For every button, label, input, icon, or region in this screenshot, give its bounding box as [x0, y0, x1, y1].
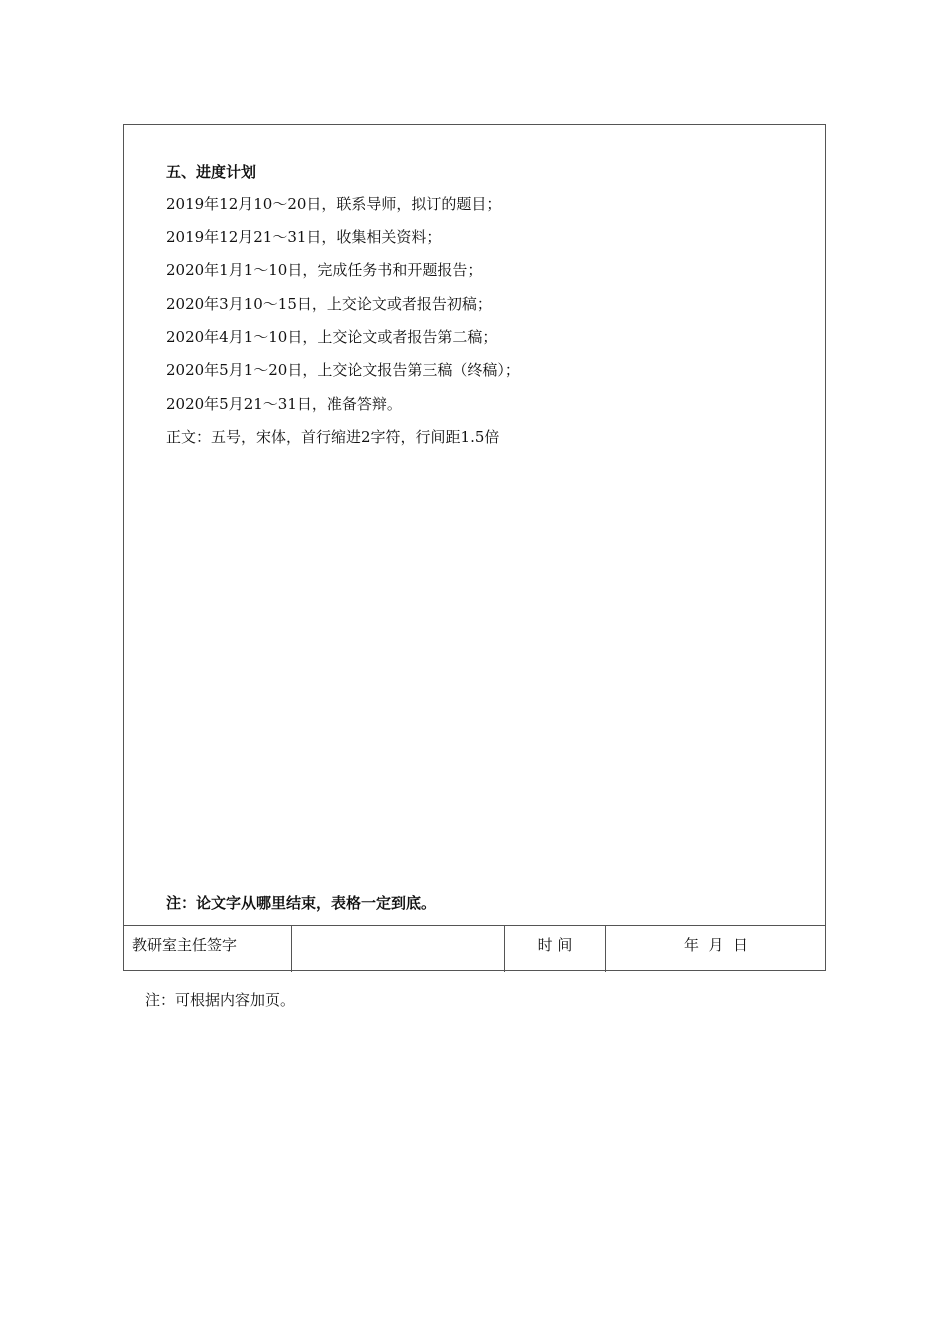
footer-note: 注：可根据内容加页。 — [145, 991, 296, 1009]
schedule-item: 2020年5月21～31日，准备答辩。 — [166, 395, 402, 413]
table-note: 注：论文字从哪里结束，表格一定到底。 — [166, 894, 437, 912]
date-field[interactable]: 年 月 日 — [683, 936, 749, 954]
schedule-item: 2020年5月1～20日，上交论文报告第三稿（终稿）； — [166, 361, 520, 379]
schedule-item: 2020年3月10～15日，上交论文或者报告初稿； — [166, 295, 492, 313]
schedule-item: 2020年4月1～10日，上交论文或者报告第二稿； — [166, 328, 498, 346]
format-note: 正文：五号，宋体，首行缩进2字符，行间距1.5倍 — [166, 428, 500, 446]
schedule-table — [123, 124, 826, 971]
signature-field[interactable] — [292, 925, 504, 972]
section-title: 五、进度计划 — [166, 163, 257, 181]
time-label: 时 间 — [537, 936, 573, 954]
schedule-item: 2020年1月1～10日，完成任务书和开题报告； — [166, 261, 483, 279]
signature-label: 教研室主任签字 — [132, 936, 238, 954]
schedule-item: 2019年12月10～20日，联系导师，拟订的题目； — [166, 195, 502, 213]
schedule-item: 2019年12月21～31日，收集相关资料； — [166, 228, 442, 246]
